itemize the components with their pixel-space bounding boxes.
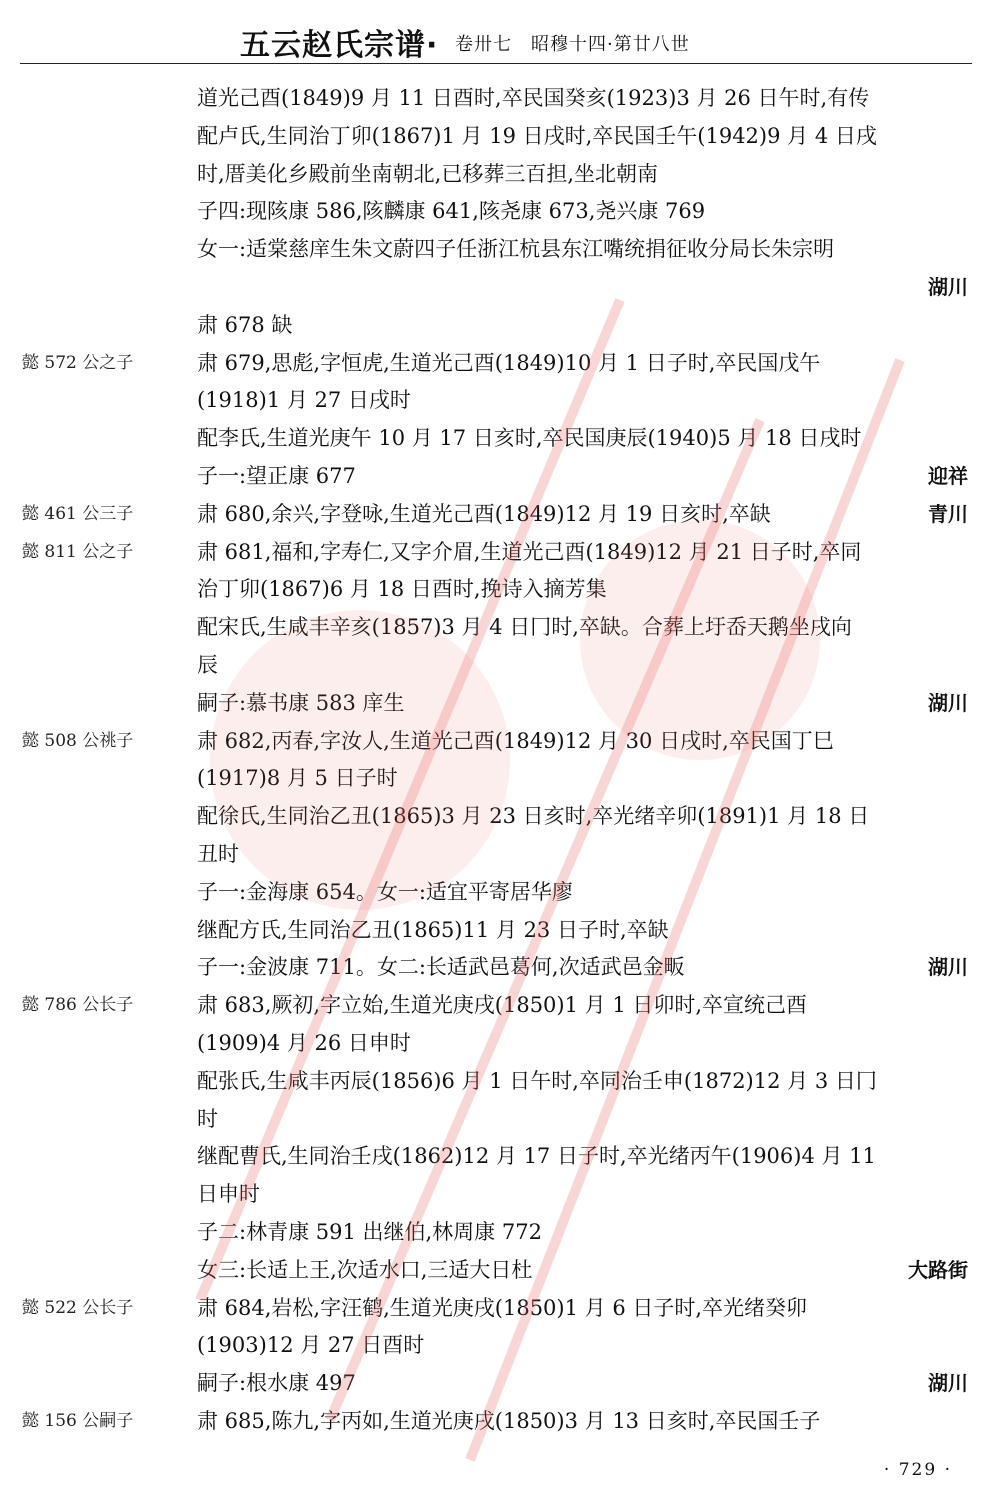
entry-line bbox=[0, 1252, 992, 1290]
entry-text: 肃 681,福和,字寿仁,又字介眉,生道光己酉(1849)12 月 21 日子时,卒同 bbox=[197, 539, 862, 564]
entry-text: (1909)4 月 26 日申时 bbox=[197, 1030, 411, 1055]
entry-text: 女一:适棠慈庠生朱文蔚四子任浙江杭县东江嘴统捐征收分局长朱宗明 bbox=[197, 237, 835, 262]
page-number: · 729 · bbox=[883, 1460, 952, 1480]
parent-label: 懿 572 公之子 bbox=[22, 352, 134, 373]
entry-line bbox=[0, 760, 992, 798]
entry-text: 肃 682,丙春,字汝人,生道光己酉(1849)12 月 30 日戌时,卒民国丁巳 bbox=[197, 728, 834, 753]
entry-line bbox=[0, 949, 992, 987]
entry-line bbox=[0, 231, 992, 269]
entry-line bbox=[0, 458, 992, 496]
section-subtitle: 卷卅七 昭穆十四·第廿八世 bbox=[455, 34, 690, 55]
entry-line bbox=[0, 912, 992, 950]
parent-label: 懿 508 公祧子 bbox=[22, 730, 134, 751]
entry-line bbox=[0, 1101, 992, 1139]
parent-label: 懿 461 公三子 bbox=[22, 503, 134, 524]
entry-line bbox=[0, 382, 992, 420]
entry-text: 配张氏,生咸丰丙辰(1856)6 月 1 日午时,卒同治壬申(1872)12 月 3 日冂 bbox=[197, 1068, 877, 1093]
entry-text: 嗣子:慕书康 583 庠生 bbox=[197, 690, 405, 715]
entry-line bbox=[0, 685, 992, 723]
entry-text: 嗣子:根水康 497 bbox=[197, 1371, 356, 1396]
entry-line bbox=[0, 156, 992, 194]
entry-line bbox=[0, 193, 992, 231]
entry-text: 肃 683,厥初,字立始,生道光庚戌(1850)1 月 1 日卯时,卒宣统己酉 bbox=[197, 993, 808, 1018]
entry-text: 子四:现陔康 586,陔麟康 641,陔尧康 673,尧兴康 769 bbox=[197, 199, 706, 224]
entry-line bbox=[0, 1214, 992, 1252]
entry-text: 肃 678 缺 bbox=[197, 312, 293, 337]
entry-text: 丑时 bbox=[197, 841, 239, 866]
entry-text: 肃 684,岩松,字汪鹤,生道光庚戌(1850)1 月 6 日子时,卒光绪癸卯 bbox=[197, 1295, 808, 1320]
entry-line bbox=[0, 118, 992, 156]
parent-label: 懿 811 公之子 bbox=[22, 541, 134, 562]
entry-line bbox=[0, 798, 992, 836]
place-name: 迎祥 bbox=[928, 463, 968, 488]
entry-line bbox=[0, 307, 992, 345]
entry-line bbox=[0, 1138, 992, 1176]
entry-text: 治丁卯(1867)6 月 18 日酉时,挽诗入摘芳集 bbox=[197, 577, 607, 602]
parent-label: 懿 786 公长子 bbox=[22, 995, 134, 1016]
entry-text: (1903)12 月 27 日酉时 bbox=[197, 1333, 425, 1358]
entry-line bbox=[0, 571, 992, 609]
entry-text: 子二:林青康 591 出继伯,林周康 772 bbox=[197, 1219, 542, 1244]
entry-text: 肃 685,陈九,字丙如,生道光庚戌(1850)3 月 13 日亥时,卒民国壬子 bbox=[197, 1408, 821, 1433]
entry-text: 道光己酉(1849)9 月 11 日酉时,卒民国癸亥(1923)3 月 26 日午时,有传 bbox=[197, 86, 870, 110]
entry-line bbox=[0, 723, 992, 761]
header-divider bbox=[20, 63, 972, 64]
entry-line bbox=[0, 345, 992, 383]
entry-line bbox=[0, 269, 992, 307]
parent-label: 懿 156 公嗣子 bbox=[22, 1410, 134, 1431]
entry-line bbox=[0, 647, 992, 685]
entry-line bbox=[0, 1290, 992, 1328]
entry-line bbox=[0, 496, 992, 534]
place-name: 湖川 bbox=[928, 1371, 968, 1396]
place-name: 大路街 bbox=[908, 1257, 968, 1282]
entry-text: 继配方氏,生同治乙丑(1865)11 月 23 日子时,卒缺 bbox=[197, 917, 669, 942]
entry-text: 时,厝美化乡殿前坐南朝北,已移葬三百担,坐北朝南 bbox=[197, 161, 659, 186]
entry-text: 子一:金海康 654。女一:适宜平寄居华廖 bbox=[197, 879, 573, 904]
entry-text: 继配曹氏,生同治壬戌(1862)12 月 17 日子时,卒光绪丙午(1906)4 月 11 bbox=[197, 1144, 876, 1169]
entry-text: 日申时 bbox=[197, 1182, 260, 1207]
entry-line bbox=[0, 1365, 992, 1403]
entry-line bbox=[0, 874, 992, 912]
entry-text: 配李氏,生道光庚午 10 月 17 日亥时,卒民国庚辰(1940)5 月 18 日戌时 bbox=[197, 426, 862, 451]
entry-text: 肃 679,思彪,字恒虎,生道光己酉(1849)10 月 1 日子时,卒民国戊午 bbox=[197, 350, 821, 375]
entry-text: 配宋氏,生咸丰辛亥(1857)3 月 4 日冂时,卒缺。合葬上圩岙天鹅坐戌向 bbox=[197, 615, 852, 640]
parent-label: 懿 522 公长子 bbox=[22, 1297, 134, 1318]
genealogy-body bbox=[0, 80, 992, 1441]
entry-line bbox=[0, 534, 992, 572]
place-name: 湖川 bbox=[928, 690, 968, 715]
entry-line bbox=[0, 80, 992, 118]
entry-line bbox=[0, 1327, 992, 1365]
entry-text: 时 bbox=[197, 1106, 218, 1131]
entry-text: 女三:长适上王,次适水口,三适大日杜 bbox=[197, 1257, 533, 1282]
entry-line bbox=[0, 1063, 992, 1101]
entry-line bbox=[0, 420, 992, 458]
place-name: 湖川 bbox=[928, 955, 968, 980]
entry-line bbox=[0, 987, 992, 1025]
entry-text: 子一:望正康 677 bbox=[197, 463, 356, 488]
entry-text: (1918)1 月 27 日戌时 bbox=[197, 388, 411, 413]
entry-line bbox=[0, 1025, 992, 1063]
place-name: 青川 bbox=[928, 501, 968, 526]
place-name: 湖川 bbox=[928, 274, 968, 299]
entry-text: 子一:金波康 711。女二:长适武邑葛何,次适武邑金畈 bbox=[197, 955, 685, 980]
entry-text: 肃 680,余兴,字登咏,生道光己酉(1849)12 月 19 日亥时,卒缺 bbox=[197, 501, 771, 526]
book-title: 五云赵氏宗谱· bbox=[240, 28, 439, 63]
entry-text: 辰 bbox=[197, 652, 218, 677]
entry-text: 配徐氏,生同治乙丑(1865)3 月 23 日亥时,卒光绪辛卯(1891)1 月 18 日 bbox=[197, 804, 870, 829]
entry-line bbox=[0, 836, 992, 874]
entry-line bbox=[0, 609, 992, 647]
entry-line bbox=[0, 1403, 992, 1441]
entry-line bbox=[0, 1176, 992, 1214]
entry-text: 配卢氏,生同治丁卯(1867)1 月 19 日戌时,卒民国壬午(1942)9 月 4 日戌 bbox=[197, 123, 877, 148]
entry-text: (1917)8 月 5 日子时 bbox=[197, 766, 398, 791]
